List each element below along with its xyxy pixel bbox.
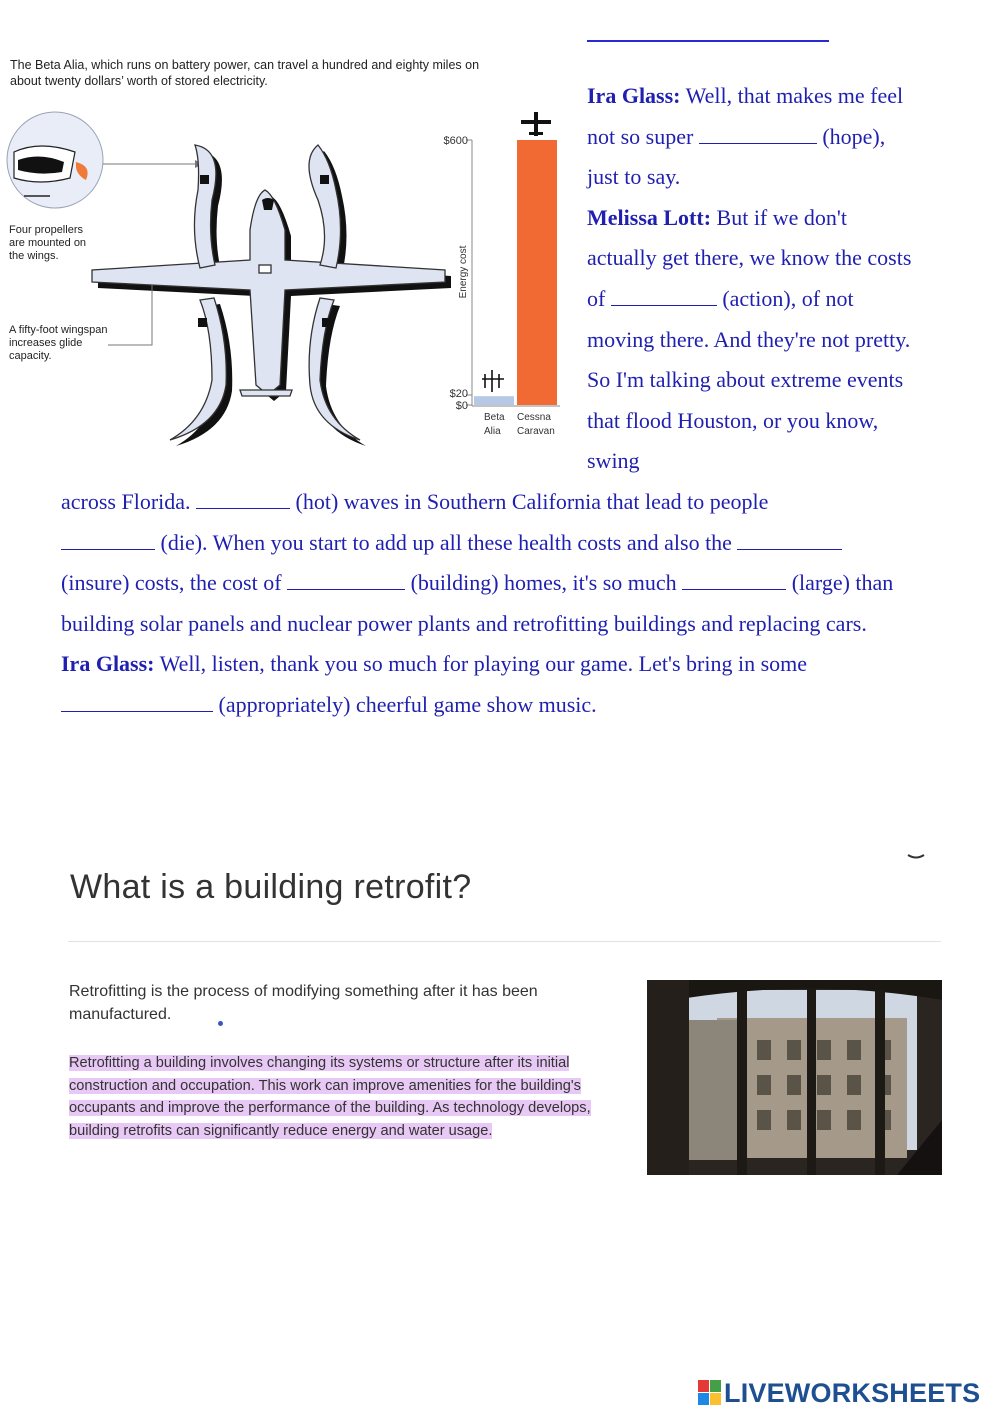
dialogue-text: (large) than building solar panels and nuclear power plants and retrofitting buildings and replacing cars. — [61, 570, 894, 636]
speaker-ira-2: Ira Glass: — [61, 651, 155, 677]
answer-blank-hope[interactable] — [699, 125, 817, 144]
y-tick-0: $0 — [455, 400, 468, 412]
chart-ylabel: Energy cost — [458, 245, 469, 299]
liveworksheets-logo[interactable] — [698, 1376, 980, 1410]
dialogue-text: Well, that makes me feel not so super — [587, 83, 904, 149]
x-label-beta: Beta — [484, 412, 505, 423]
dialogue-text: (building) homes, it's so much — [405, 570, 683, 596]
dialogue-full — [61, 482, 941, 726]
answer-blank-action[interactable] — [611, 287, 717, 306]
retrofit-definition: Retrofitting is the process of modifying something after it has been manufactured. — [69, 983, 538, 1023]
building-photo — [647, 980, 942, 1175]
x-label-alia: Alia — [484, 426, 501, 437]
dialogue-text: But if we don't actually get there, we know the costs of — [587, 204, 912, 311]
answer-blank-hot[interactable] — [196, 490, 290, 509]
dialogue-column — [587, 76, 917, 482]
energy-cost-chart — [444, 112, 560, 437]
dialogue-text: (hot) waves in Southern California that lead to people — [290, 489, 769, 514]
dialogue-text: (die). When you start to add up all these health costs and also the — [155, 529, 738, 555]
cursor-dot — [218, 1021, 223, 1026]
speaker-ira-1: Ira Glass: — [587, 83, 681, 108]
bar-cessna-caravan — [517, 140, 557, 405]
propeller-detail-icon — [7, 112, 203, 208]
dialogue-text: (appropriately) cheerful game show music. — [213, 691, 597, 717]
title-underline — [587, 40, 829, 42]
dialogue-text: Well, listen, thank you so much for playing our game. Let's bring in some — [154, 651, 808, 677]
y-tick-600: $600 — [443, 135, 468, 147]
answer-blank-large[interactable] — [682, 571, 786, 590]
dialogue-text: across Florida. — [61, 489, 197, 514]
x-label-caravan: Caravan — [517, 426, 555, 437]
answer-blank-die[interactable] — [61, 531, 155, 550]
retrofit-divider — [68, 941, 941, 942]
answer-blank-insure[interactable] — [737, 531, 842, 550]
y-tick-20: $20 — [449, 388, 468, 400]
retrofit-title: What is a building retrofit? — [70, 868, 472, 906]
beta-alia-figure — [0, 100, 580, 450]
beta-alia-plane-icon — [482, 370, 504, 392]
speaker-melissa: Melissa Lott: — [587, 204, 712, 230]
retrofit-highlighted-paragraph — [69, 1052, 625, 1143]
dialogue-text: (hope), just to say. — [587, 123, 886, 190]
corner-mark-icon — [906, 852, 926, 860]
highlighted-text: Retrofitting a building involves changing its systems or structure after its initial construction and occupation. This work can improve amenities for the building's occupants and improve the performance of the building. As technology develops, building retrofits can significantly reduce energy and water usage. — [69, 1055, 591, 1140]
figure-caption: The Beta Alia, which runs on battery power, can travel a hundred and eighty miles on about twenty dollars’ worth of stored electricity. — [10, 58, 480, 88]
x-label-cessna: Cessna — [517, 412, 551, 423]
answer-blank-building[interactable] — [287, 571, 405, 590]
logo-text: LIVEWORKSHEETS — [724, 1377, 981, 1408]
dialogue-text: (insure) costs, the cost of — [61, 570, 288, 596]
wingspan-label: A fifty-foot wingspan increases glide capacity. — [9, 324, 108, 362]
dialogue-text: (action), of not moving there. And they're not pretty. So I'm talking about extreme events that flood Houston, or you know, swing — [587, 285, 911, 474]
propellers-label: Four propellers are mounted on the wings. — [9, 224, 87, 262]
bar-beta-alia — [474, 396, 514, 405]
answer-blank-appropriately[interactable] — [61, 693, 213, 712]
cessna-plane-icon — [521, 112, 551, 136]
live-badge-icon — [698, 1380, 722, 1406]
